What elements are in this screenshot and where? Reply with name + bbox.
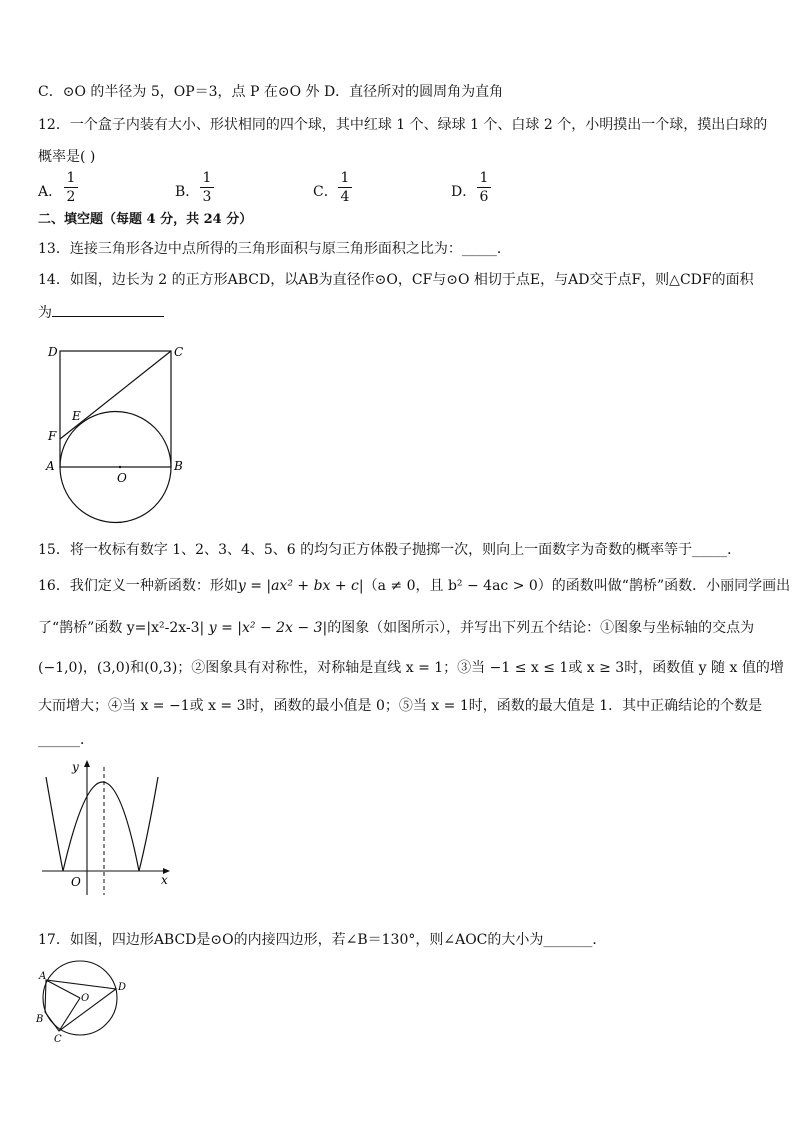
q15-stem: 15．将一枚标有数字 1、2、3、4、5、6 的均匀正方体骰子抛掷一次，则向上一面数字为奇数的概率等于_____．: [38, 542, 742, 558]
label-x: x: [161, 873, 168, 887]
label-c: C: [54, 1034, 62, 1045]
q14-answer-prefix: 为: [38, 305, 52, 321]
numerator: 1: [340, 170, 350, 186]
label-a: A: [39, 971, 47, 982]
option-label: A．: [38, 184, 63, 200]
quadrilateral-abcd: [45, 980, 116, 1031]
q17-stem: 17．如图，四边形ABCD是⊙O的内接四边形，若∠B＝130°，则∠AOC的大小为_______．: [38, 932, 607, 948]
middle-arch: [63, 782, 139, 871]
q14-stem-line2: [38, 302, 164, 322]
denominator: 2: [66, 189, 76, 205]
q16-stem-line1: [38, 577, 790, 595]
label-e: E: [72, 409, 81, 423]
q16-stem-line5: ______．: [38, 732, 94, 748]
center-dot: [119, 466, 121, 468]
formula: y = |ax² + bx + c|: [237, 578, 364, 594]
q11-option-cd: C．⊙O 的半径为 5，OP＝3，点 P 在⊙O 外 D．直径所对的圆周角为直角: [38, 84, 504, 100]
text: （a ≠ 0，且 b² − 4ac > 0）的函数叫做“鹊桥”函数．小丽同学画出: [363, 578, 791, 594]
q16-stem-line3: (−1,0)，(3,0)和(0,3)；②图象具有对称性，对称轴是直线 x = 1；③当 −1 ≤ x ≤ 1或 x ≥ 3时，函数值 y 随 x 值的增: [38, 660, 784, 676]
formula: y = |x² − 2x − 3|: [208, 620, 328, 636]
q12-stem-line2: 概率是( ): [38, 149, 96, 165]
q12-option-c[interactable]: [313, 181, 338, 201]
segment-oc: [59, 998, 80, 1031]
label-b: B: [174, 459, 183, 473]
denominator: 3: [202, 189, 212, 205]
option-label: C．: [313, 184, 338, 200]
q14-stem-line1: 14．如图，边长为 2 的正方形ABCD，以AB为直径作⊙O，CF与⊙O 相切于点E，与AD交于点F，则△CDF的面积: [38, 272, 754, 288]
left-branch: [46, 777, 63, 871]
q12-option-c-fraction: [338, 170, 352, 205]
q12-option-a[interactable]: [38, 181, 62, 201]
numerator: 1: [479, 170, 489, 186]
label-y: y: [72, 760, 79, 774]
label-c: C: [174, 345, 184, 359]
denominator: 6: [479, 189, 489, 205]
right-branch: [139, 777, 158, 871]
label-origin: O: [71, 875, 81, 889]
y-axis-arrow: [84, 760, 90, 767]
label-d: D: [118, 982, 127, 993]
label-o: O: [117, 471, 127, 485]
q12-option-d-fraction: [477, 170, 491, 205]
q16-graph-figure: [38, 755, 178, 900]
label-f: F: [48, 429, 57, 443]
q14-answer-blank[interactable]: [52, 302, 164, 317]
q16-stem-line2: [38, 619, 754, 637]
q12-option-d[interactable]: [451, 181, 476, 201]
text: 16．我们定义一种新函数：形如: [38, 578, 238, 594]
text: 了“鹊桥”函数 y=|x²-2x-3|: [38, 620, 205, 636]
label-b: B: [36, 1014, 44, 1025]
label-a: A: [46, 459, 55, 473]
q16-stem-line4: 大而增大；④当 x = −1或 x = 3时，函数的最小值是 0；⑤当 x = 1时，函数的最大值是 1．其中正确结论的个数是: [38, 698, 763, 714]
option-label: B．: [175, 184, 200, 200]
section-heading: 二、填空题（每题 4 分，共 24 分）: [38, 212, 253, 227]
text: 的图象（如图所示），并写出下列五个结论：①图象与坐标轴的交点为: [327, 620, 755, 636]
option-label: D．: [451, 184, 477, 200]
label-d: D: [48, 345, 58, 359]
q17-figure: [32, 960, 132, 1045]
denominator: 4: [340, 189, 350, 205]
q12-option-a-fraction: [64, 170, 78, 205]
label-o: O: [81, 993, 90, 1004]
numerator: 1: [202, 170, 212, 186]
q12-option-b[interactable]: [175, 181, 199, 201]
numerator: 1: [66, 170, 76, 186]
q12-option-b-fraction: [200, 170, 214, 205]
tangent-line-cf: [60, 351, 171, 439]
q12-stem-line1: 12．一个盒子内装有大小、形状相同的四个球，其中红球 1 个、绿球 1 个、白球 2 个，小明摸出一个球，摸出白球的: [38, 117, 768, 133]
q13-stem: 13．连接三角形各边中点所得的三角形面积与原三角形面积之比为：_____．: [38, 241, 511, 257]
q14-figure: [40, 340, 200, 530]
